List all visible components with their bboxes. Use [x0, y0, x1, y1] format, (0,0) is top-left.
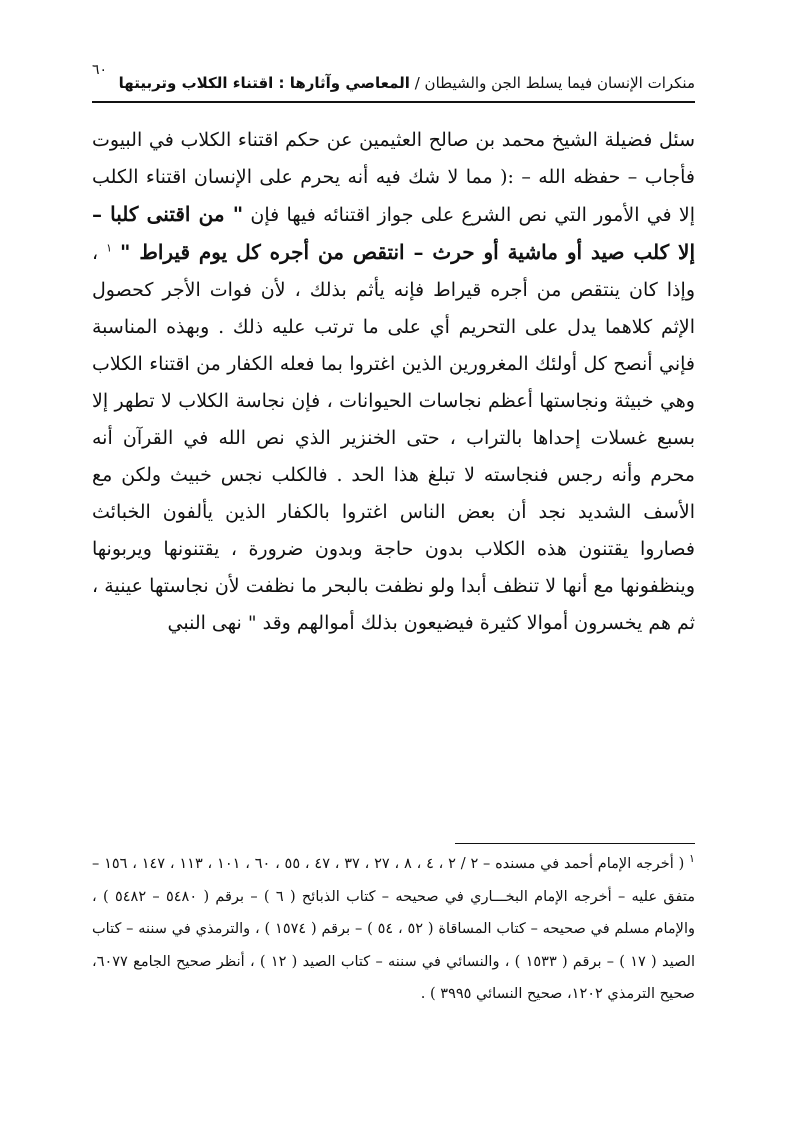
footnote-citation: ( أخرجه الإمام أحمد في مسنده – ٢ / ٢ ، ٤ ، ٨ ، ٢٧ ، ٣٧ ، ٤٧ ، ٥٥ ، ٦٠ ، ١٠١ ، ١١٣ ، ١٤٧ ، ١٥٦ – متفق عليه – أخرجه الإمام البخـــاري في صحيحه – كتاب الذبائح ( ٦ ) – برقم ( ٥٤٨٠ – ٥٤٨٢ ) ، والإمام مسلم في صحيحه – كتاب المساقاة ( ٥٢ ، ٥٤ ) – برقم ( ١٥٧٤ ) ، والترمذي في سننه – كتاب الصيد ( ١٧ ) – برقم ( ١٥٣٣ ) ، والنسائي في سننه – كتاب الصيد ( ١٢ ) ، أنظر صحيح الجامع ٦٠٧٧، صحيح الترمذي ١٢٠٢، صحيح النسائي ٣٩٩٥ ) . — [92, 856, 695, 1002]
chapter-title: المعاصي وآثارها : اقتناء الكلاب وتربيتها — [118, 74, 410, 92]
running-header — [118, 74, 695, 92]
footnote — [92, 848, 695, 1011]
footnote-reference[interactable]: ١ — [106, 241, 113, 255]
fatwa-continuation: ، وإذا كان ينتقص من أجره قيراط فإنه يأثم بذلك ، لأن فوات الأجر كحصول الإثم كلاهما يدل على التحريم أي على ما ترتب عليه ذلك . وبهذه المناسبة فإني أنصح كل أولئك المغرورين الذين اغتروا بما فعله الكفار من اقتناء الكلاب وهي خبيثة ونجاستها أعظم نجاسات الحيوانات ، فإن نجاسة الكلاب لا تطهر إلا بسبع غسلات إحداها بالتراب ، حتى الخنزير الذي نص الله في القرآن أنه محرم وأنه رجس فنجاسته لا تبلغ هذا الحد . فالكلب نجس خبيث ولكن مع الأسف الشديد نجد أن بعض الناس اغتروا بالكفار الذين يألفون الخبائث فصاروا يقتنون هذه الكلاب بدون حاجة وبدون ضرورة ، يقتنونها ويربونها وينظفونها مع أنها لا تنظف أبدا ولو نظفت بالبحر ما نظفت لأن نجاستها عينية ، ثم هم يخسرون أموالا كثيرة فيضيعون بذلك أموالهم وقد " نهى النبي — [92, 242, 695, 634]
body-paragraph — [92, 122, 695, 642]
main-text — [92, 122, 695, 642]
header-divider — [92, 101, 695, 103]
page-number: ٦٠ — [92, 62, 108, 78]
book-title: منكرات الإنسان فيما يسلط الجن والشيطان / — [414, 74, 695, 92]
footnote-paragraph — [92, 848, 695, 1011]
fatwa-intro: سئل فضيلة الشيخ محمد بن صالح العثيمين عن حكم اقتناء الكلاب في البيوت فأجاب – حفظه الله – :( مما لا شك فيه أنه يحرم على الإنسان اقتناء الكلب إلا في الأمور التي نص الشرع على جواز اقتنائه فيها فإن — [92, 129, 695, 226]
hadith-quote: " من اقتنى كلبا – إلا كلب صيد أو ماشية أو حرث – انتقص من أجره كل يوم قيراط " — [92, 202, 696, 264]
footnote-marker: ١ — [689, 852, 695, 866]
footnote-divider — [455, 843, 695, 844]
